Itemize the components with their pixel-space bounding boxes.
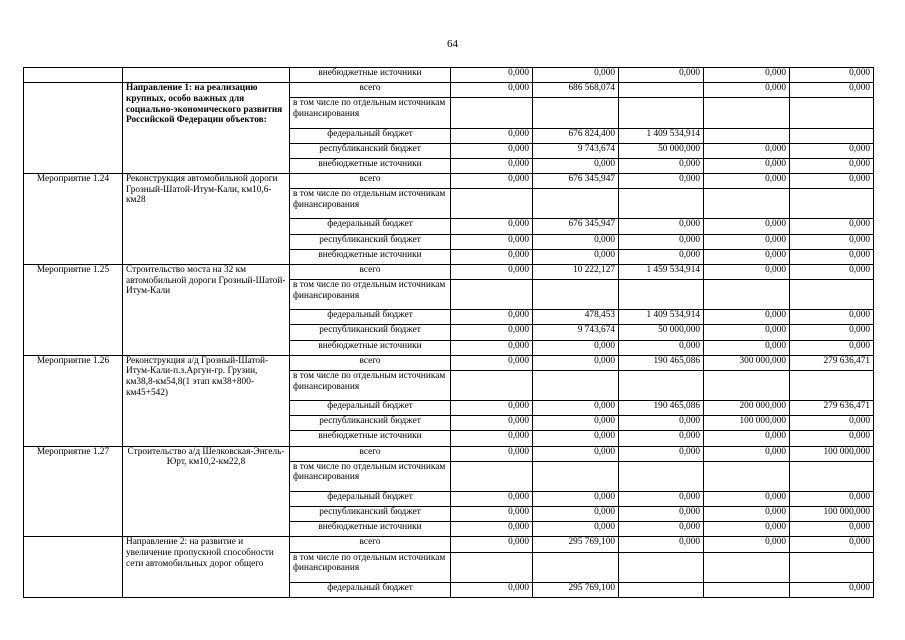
measure-number-cell <box>24 83 123 174</box>
value-cell <box>790 189 874 219</box>
page-number: 64 <box>447 38 458 50</box>
value-cell: 0,000 <box>533 340 619 355</box>
value-cell: 300 000,000 <box>704 355 790 370</box>
value-cell: 0,000 <box>451 264 533 279</box>
value-cell: 0,000 <box>451 355 533 370</box>
value-cell: 478,453 <box>533 310 619 325</box>
value-cell <box>619 582 704 597</box>
value-cell <box>619 370 704 400</box>
value-cell: 0,000 <box>704 325 790 340</box>
funding-source-cell: федеральный бюджет <box>290 401 451 416</box>
value-cell: 686 568,074 <box>533 83 619 98</box>
value-cell: 0,000 <box>451 219 533 234</box>
measure-number-cell: Мероприятие 1.27 <box>24 446 123 537</box>
funding-source-cell: в том числе по отдельным источникам финансирования <box>290 280 451 310</box>
value-cell: 0,000 <box>533 68 619 83</box>
value-cell: 0,000 <box>790 174 874 189</box>
value-cell <box>790 280 874 310</box>
value-cell: 50 000,000 <box>619 325 704 340</box>
funding-source-cell: внебюджетные источники <box>290 158 451 173</box>
funding-source-cell: в том числе по отдельным источникам финансирования <box>290 98 451 128</box>
value-cell <box>619 189 704 219</box>
measure-description-cell: Направление 1: на реализацию крупных, особо важных для социально-экономического развития Российской Федерации объектов: <box>123 83 290 174</box>
value-cell: 0,000 <box>790 234 874 249</box>
value-cell: 0,000 <box>451 507 533 522</box>
value-cell: 1 409 534,914 <box>619 128 704 143</box>
measure-number-cell: Мероприятие 1.26 <box>24 355 123 446</box>
measure-number-cell <box>24 68 123 83</box>
funding-source-cell: всего <box>290 446 451 461</box>
funding-source-cell: федеральный бюджет <box>290 310 451 325</box>
measure-description-cell: Строительство а/д Шелковская-Энгель-Юрт, км10,2-км22,8 <box>123 446 290 537</box>
value-cell: 0,000 <box>533 401 619 416</box>
value-cell: 10 222,127 <box>533 264 619 279</box>
value-cell: 0,000 <box>704 310 790 325</box>
value-cell: 0,000 <box>619 492 704 507</box>
value-cell: 0,000 <box>451 68 533 83</box>
value-cell: 0,000 <box>533 355 619 370</box>
value-cell: 0,000 <box>451 128 533 143</box>
value-cell: 0,000 <box>704 446 790 461</box>
value-cell: 0,000 <box>704 219 790 234</box>
funding-source-cell: в том числе по отдельным источникам финансирования <box>290 370 451 400</box>
value-cell <box>790 552 874 582</box>
measure-number-cell: Мероприятие 1.25 <box>24 264 123 355</box>
table-row <box>24 174 874 189</box>
value-cell: 0,000 <box>790 249 874 264</box>
value-cell: 0,000 <box>533 234 619 249</box>
value-cell <box>619 552 704 582</box>
value-cell: 279 636,471 <box>790 401 874 416</box>
funding-source-cell: всего <box>290 83 451 98</box>
value-cell: 0,000 <box>619 158 704 173</box>
value-cell: 0,000 <box>619 446 704 461</box>
value-cell <box>704 189 790 219</box>
value-cell: 0,000 <box>704 143 790 158</box>
value-cell: 0,000 <box>533 507 619 522</box>
value-cell <box>704 98 790 128</box>
value-cell: 0,000 <box>704 83 790 98</box>
value-cell <box>704 280 790 310</box>
value-cell: 295 769,100 <box>533 582 619 597</box>
value-cell <box>451 189 533 219</box>
value-cell: 0,000 <box>619 234 704 249</box>
table-row <box>24 83 874 98</box>
value-cell: 200 000,000 <box>704 401 790 416</box>
value-cell: 0,000 <box>704 507 790 522</box>
value-cell: 0,000 <box>619 431 704 446</box>
value-cell: 676 824,400 <box>533 128 619 143</box>
value-cell <box>533 98 619 128</box>
value-cell: 0,000 <box>619 522 704 537</box>
value-cell: 0,000 <box>790 83 874 98</box>
measure-description-cell: Направление 2: на развитие и увеличение пропускной способности сети автомобильных дорог общего <box>123 537 290 598</box>
value-cell: 0,000 <box>451 582 533 597</box>
value-cell <box>704 370 790 400</box>
value-cell: 100 000,000 <box>790 507 874 522</box>
funding-source-cell: в том числе по отдельным источникам финансирования <box>290 552 451 582</box>
value-cell: 0,000 <box>619 507 704 522</box>
value-cell: 0,000 <box>790 158 874 173</box>
funding-source-cell: федеральный бюджет <box>290 492 451 507</box>
value-cell: 0,000 <box>451 522 533 537</box>
value-cell: 0,000 <box>533 446 619 461</box>
value-cell: 0,000 <box>790 492 874 507</box>
value-cell: 0,000 <box>790 431 874 446</box>
value-cell <box>451 370 533 400</box>
value-cell: 279 636,471 <box>790 355 874 370</box>
value-cell <box>451 280 533 310</box>
value-cell: 676 345,947 <box>533 219 619 234</box>
table-row <box>24 68 874 83</box>
value-cell: 0,000 <box>451 158 533 173</box>
value-cell: 0,000 <box>619 537 704 552</box>
measure-description-cell: Реконструкция а/д Грозный-Шатой-Итум-Кали-п.з.Аргун-гр. Грузии, км38,8-км54,8(1 этап км38+800-км45+542) <box>123 355 290 446</box>
value-cell: 0,000 <box>533 522 619 537</box>
measure-number-cell: Мероприятие 1.24 <box>24 174 123 265</box>
value-cell: 0,000 <box>790 522 874 537</box>
value-cell <box>704 582 790 597</box>
value-cell: 0,000 <box>451 143 533 158</box>
value-cell: 0,000 <box>704 174 790 189</box>
value-cell: 100 000,000 <box>704 416 790 431</box>
value-cell <box>451 98 533 128</box>
value-cell <box>790 370 874 400</box>
value-cell <box>451 461 533 491</box>
value-cell <box>619 83 704 98</box>
value-cell: 0,000 <box>451 234 533 249</box>
value-cell <box>533 461 619 491</box>
funding-source-cell: внебюджетные источники <box>290 431 451 446</box>
value-cell: 0,000 <box>704 431 790 446</box>
value-cell: 0,000 <box>533 431 619 446</box>
funding-source-cell: всего <box>290 174 451 189</box>
value-cell: 0,000 <box>533 249 619 264</box>
value-cell: 0,000 <box>451 537 533 552</box>
funding-source-cell: федеральный бюджет <box>290 128 451 143</box>
table-row <box>24 355 874 370</box>
funding-source-cell: внебюджетные источники <box>290 522 451 537</box>
value-cell: 0,000 <box>704 537 790 552</box>
table-row <box>24 537 874 552</box>
value-cell: 0,000 <box>704 522 790 537</box>
value-cell: 0,000 <box>790 537 874 552</box>
funding-source-cell: федеральный бюджет <box>290 582 451 597</box>
funding-source-cell: республиканский бюджет <box>290 325 451 340</box>
value-cell <box>704 461 790 491</box>
measure-number-cell <box>24 537 123 598</box>
value-cell: 0,000 <box>533 416 619 431</box>
value-cell: 0,000 <box>790 264 874 279</box>
value-cell: 0,000 <box>533 492 619 507</box>
funding-source-cell: в том числе по отдельным источникам финансирования <box>290 461 451 491</box>
value-cell: 0,000 <box>533 158 619 173</box>
value-cell: 0,000 <box>619 174 704 189</box>
value-cell: 0,000 <box>619 416 704 431</box>
value-cell: 0,000 <box>451 325 533 340</box>
value-cell: 0,000 <box>704 249 790 264</box>
value-cell: 50 000,000 <box>619 143 704 158</box>
funding-source-cell: всего <box>290 264 451 279</box>
value-cell <box>533 370 619 400</box>
value-cell <box>704 552 790 582</box>
value-cell <box>533 552 619 582</box>
value-cell: 0,000 <box>451 310 533 325</box>
value-cell: 9 743,674 <box>533 325 619 340</box>
funding-source-cell: республиканский бюджет <box>290 416 451 431</box>
value-cell: 0,000 <box>451 446 533 461</box>
value-cell: 0,000 <box>704 264 790 279</box>
value-cell: 0,000 <box>790 582 874 597</box>
funding-source-cell: внебюджетные источники <box>290 340 451 355</box>
measure-description-cell: Реконструкция автомобильной дороги Грозный-Шатой-Итум-Кали, км10,6-км28 <box>123 174 290 265</box>
value-cell <box>619 461 704 491</box>
value-cell: 0,000 <box>451 492 533 507</box>
funding-source-cell: республиканский бюджет <box>290 143 451 158</box>
value-cell: 100 000,000 <box>790 446 874 461</box>
value-cell: 0,000 <box>451 431 533 446</box>
value-cell: 190 465,086 <box>619 355 704 370</box>
value-cell: 0,000 <box>704 68 790 83</box>
value-cell: 0,000 <box>790 340 874 355</box>
value-cell: 0,000 <box>790 143 874 158</box>
measure-description-cell: Строительство моста на 32 км автомобильной дороги Грозный-Шатой-Итум-Кали <box>123 264 290 355</box>
value-cell <box>790 128 874 143</box>
value-cell: 0,000 <box>790 310 874 325</box>
value-cell: 9 743,674 <box>533 143 619 158</box>
value-cell: 0,000 <box>451 174 533 189</box>
value-cell <box>533 189 619 219</box>
value-cell: 295 769,100 <box>533 537 619 552</box>
value-cell: 0,000 <box>790 68 874 83</box>
table-row <box>24 446 874 461</box>
value-cell: 676 345,947 <box>533 174 619 189</box>
value-cell: 0,000 <box>704 492 790 507</box>
value-cell <box>790 461 874 491</box>
value-cell: 0,000 <box>704 234 790 249</box>
value-cell: 0,000 <box>790 219 874 234</box>
value-cell: 0,000 <box>619 340 704 355</box>
funding-source-cell: всего <box>290 537 451 552</box>
value-cell: 0,000 <box>451 416 533 431</box>
value-cell <box>704 128 790 143</box>
value-cell <box>533 280 619 310</box>
value-cell: 0,000 <box>619 219 704 234</box>
value-cell <box>619 98 704 128</box>
funding-source-cell: в том числе по отдельным источникам финансирования <box>290 189 451 219</box>
funding-source-cell: внебюджетные источники <box>290 249 451 264</box>
value-cell <box>451 552 533 582</box>
funding-source-cell: всего <box>290 355 451 370</box>
funding-source-cell: федеральный бюджет <box>290 219 451 234</box>
funding-source-cell: внебюджетные источники <box>290 68 451 83</box>
value-cell: 0,000 <box>451 340 533 355</box>
value-cell <box>790 98 874 128</box>
value-cell: 1 459 534,914 <box>619 264 704 279</box>
value-cell: 0,000 <box>790 416 874 431</box>
value-cell: 0,000 <box>451 401 533 416</box>
funding-source-cell: республиканский бюджет <box>290 507 451 522</box>
funding-source-cell: республиканский бюджет <box>290 234 451 249</box>
value-cell: 0,000 <box>451 83 533 98</box>
value-cell: 0,000 <box>790 325 874 340</box>
value-cell: 190 465,086 <box>619 401 704 416</box>
value-cell: 0,000 <box>451 249 533 264</box>
table-row <box>24 264 874 279</box>
measure-description-cell <box>123 68 290 83</box>
value-cell: 0,000 <box>704 158 790 173</box>
value-cell <box>619 280 704 310</box>
value-cell: 0,000 <box>619 68 704 83</box>
value-cell: 1 409 534,914 <box>619 310 704 325</box>
value-cell: 0,000 <box>704 340 790 355</box>
value-cell: 0,000 <box>619 249 704 264</box>
budget-table <box>23 67 874 598</box>
